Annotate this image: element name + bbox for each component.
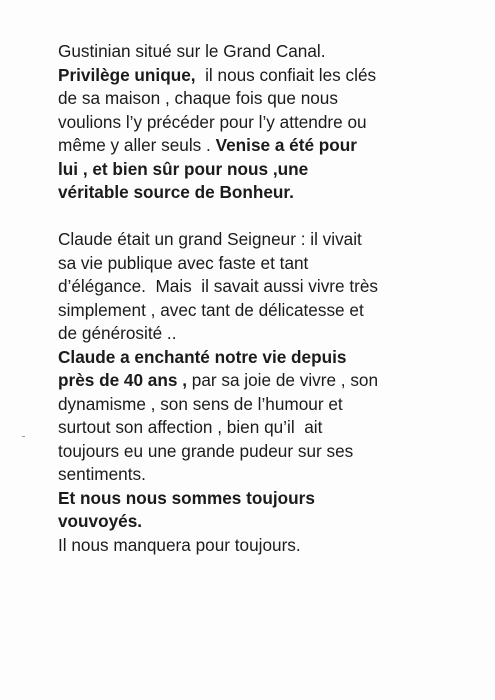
letter-body	[58, 40, 478, 557]
bold-line: véritable source de Bonheur.	[58, 182, 294, 202]
text-run: même y aller seuls .	[58, 135, 216, 155]
text-run: il nous confiait les clés	[195, 64, 377, 85]
bold-line: Et nous nous sommes toujours	[58, 487, 315, 508]
bold-line: lui , et bien sûr pour nous ,une	[58, 158, 309, 179]
text-line: surtout son affection , bien qu’il ait	[58, 417, 323, 437]
text-line: sentiments.	[58, 464, 146, 484]
scan-speck	[22, 436, 25, 437]
text-line: sa vie publique avec faste et tant	[58, 252, 309, 273]
bold-line: vouvoyés.	[58, 511, 143, 531]
text-line: d’élégance. Mais il savait aussi vivre très	[58, 276, 379, 296]
text-line: simplement , avec tant de délicatesse et	[58, 299, 364, 320]
text-line	[58, 369, 478, 393]
bold-phrase: Privilège unique,	[58, 64, 196, 85]
bold-phrase: Venise a été pour	[215, 135, 357, 155]
text-line: de sa maison , chaque fois que nous	[58, 88, 338, 108]
bold-line: Claude a enchanté notre vie depuis	[58, 346, 347, 367]
text-line	[58, 64, 478, 88]
text-line: toujours eu une grande pudeur sur ses	[58, 440, 354, 461]
text-line	[58, 134, 478, 158]
text-line: de générosité ..	[58, 323, 177, 343]
text-line: Gustinian situé sur le Grand Canal.	[58, 41, 326, 61]
text-line: voulions l’y précéder pour l’y attendre ou	[58, 111, 367, 132]
text-line: dynamisme , son sens de l’humour et	[58, 393, 343, 414]
bold-phrase: près de 40 ans ,	[58, 370, 187, 390]
text-run: par sa joie de vivre , son	[186, 370, 379, 390]
text-line: Il nous manquera pour toujours.	[58, 534, 301, 555]
text-line: Claude était un grand Seigneur : il vivait	[58, 229, 362, 249]
paragraph-gap	[58, 205, 478, 229]
